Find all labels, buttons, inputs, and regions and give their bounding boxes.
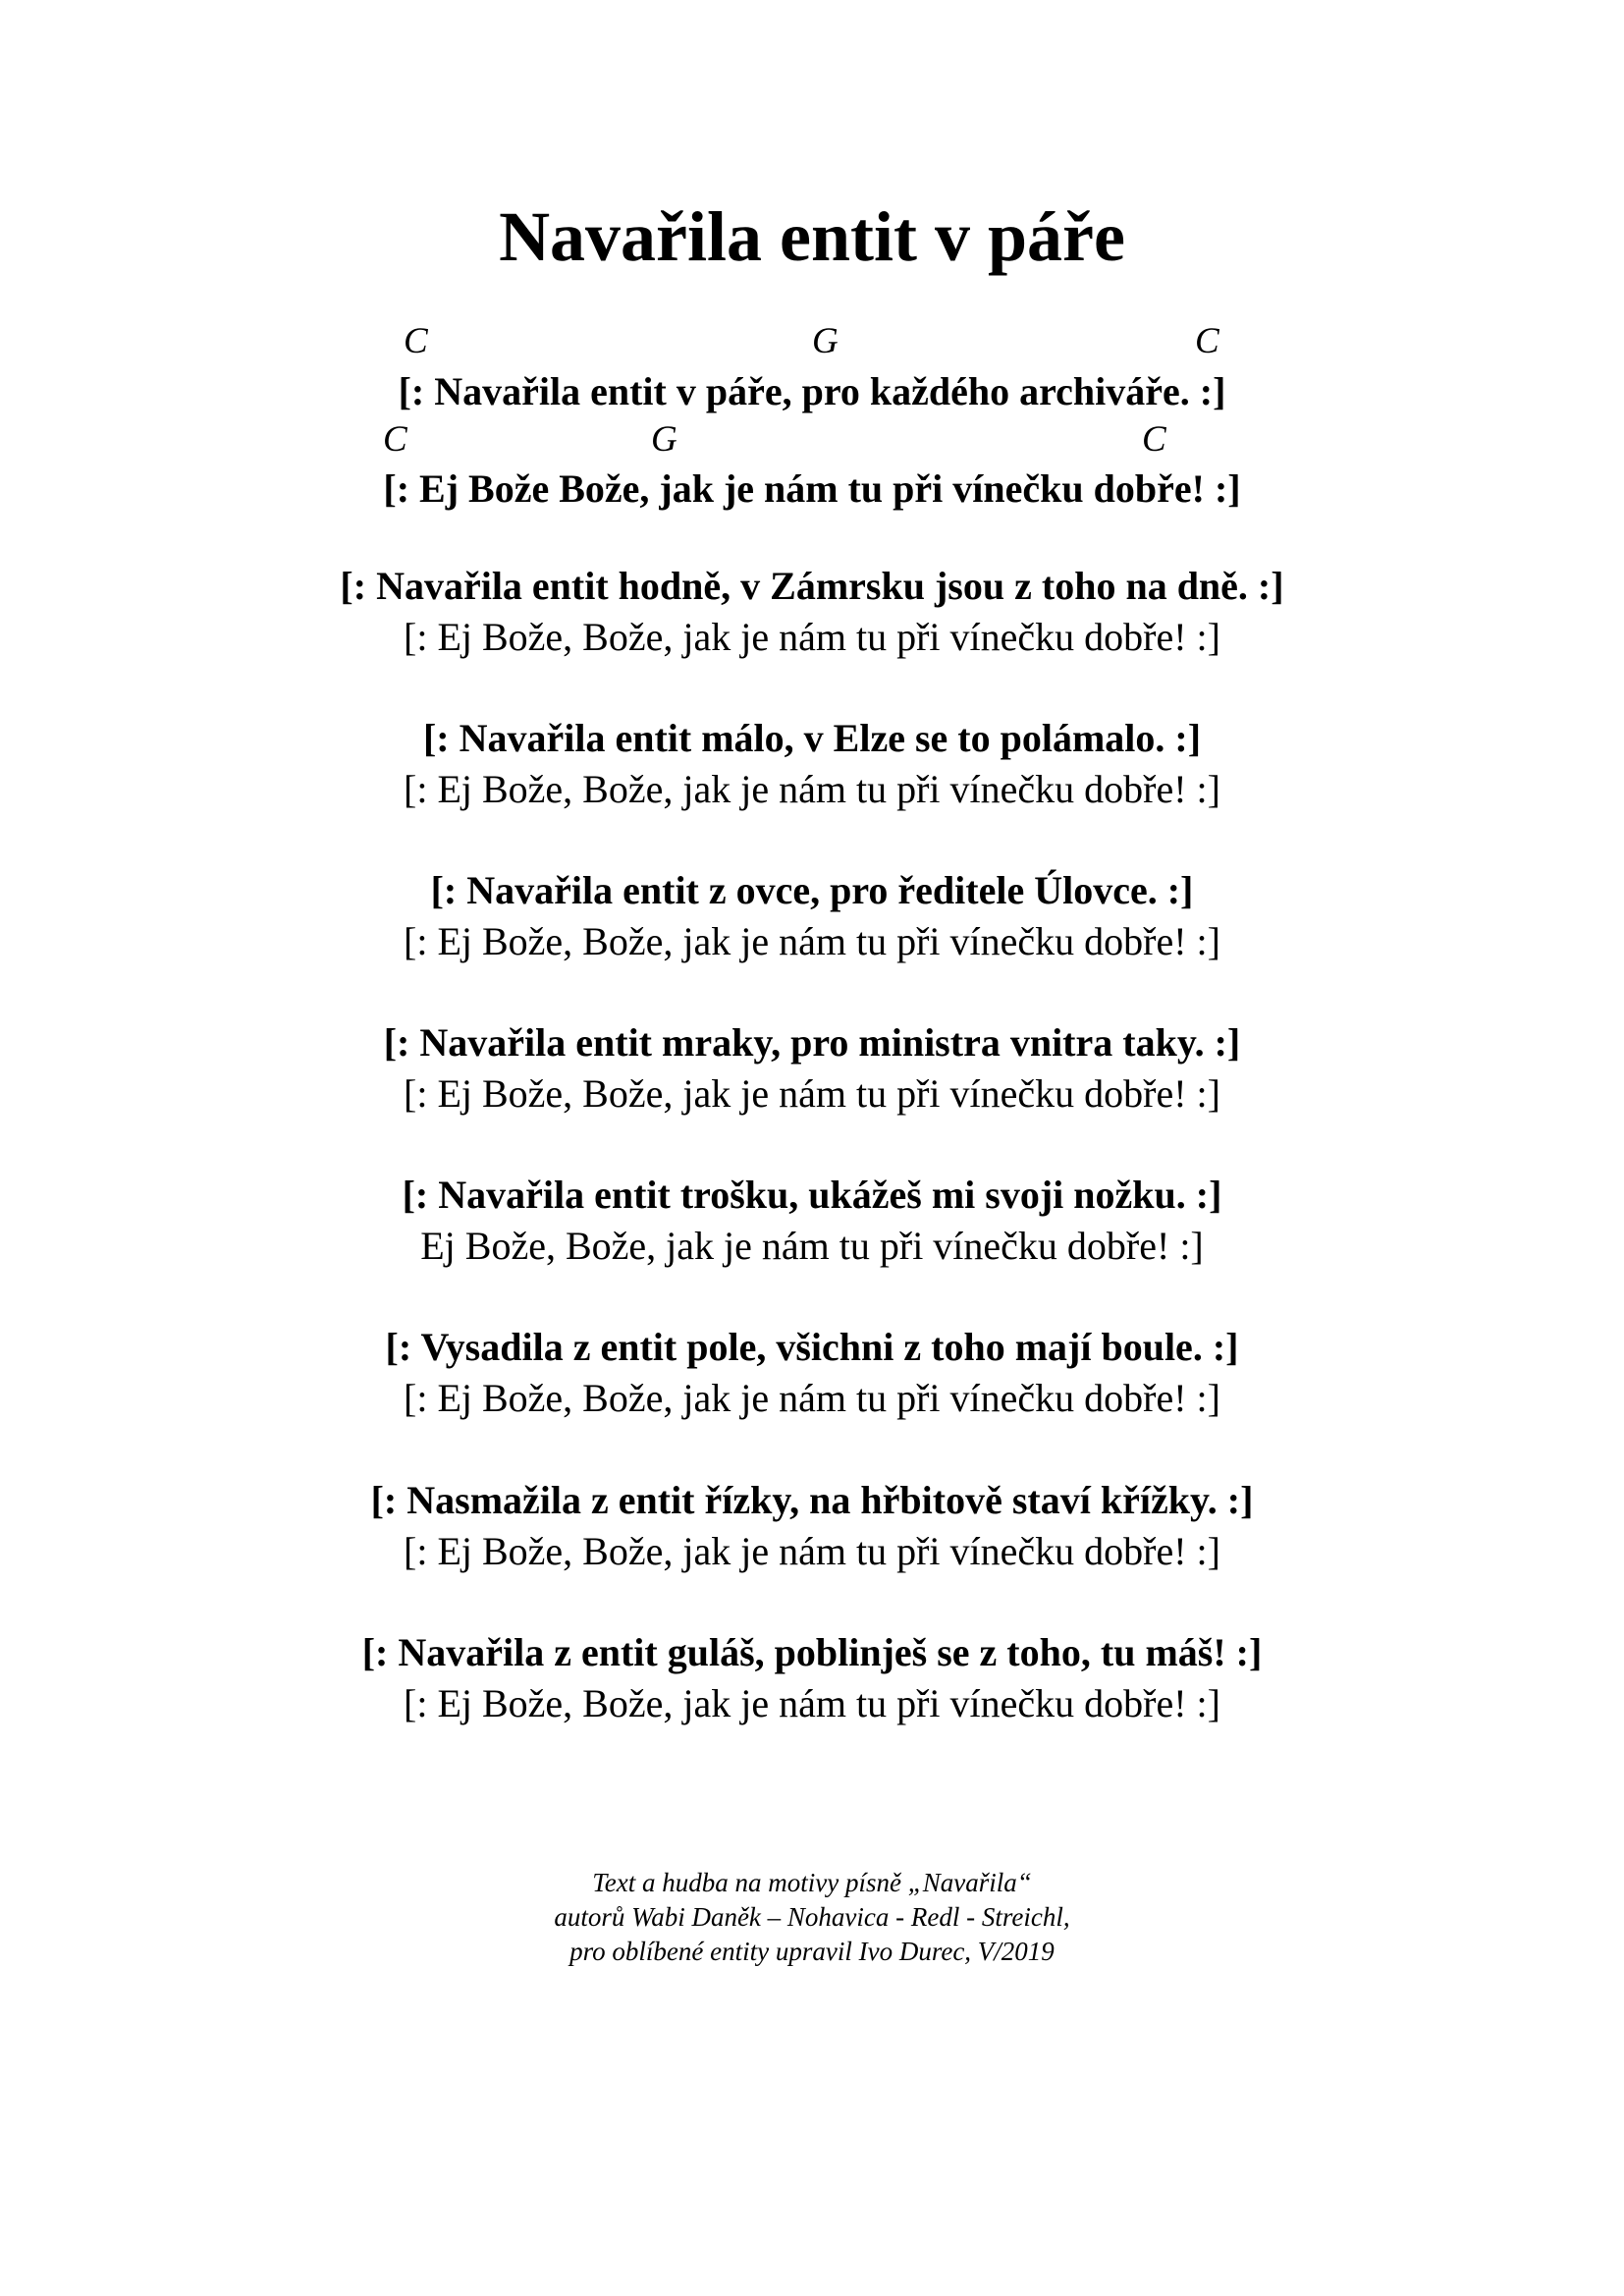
credits-line: autorů Wabi Daněk – Nohavica - Redl - Streichl, xyxy=(554,1902,1070,1932)
chord-label: C xyxy=(1142,419,1166,460)
chord-label: C xyxy=(1195,321,1219,361)
verse-line: [: Navařila entit mraky, pro ministra vnitra taky. :] xyxy=(383,1020,1241,1065)
refrain-line: [: Ej Bože, Bože, jak je nám tu při vínečku dobře! :] xyxy=(404,1071,1220,1116)
verse-line: [: Navařila entit málo, v Elze se to polámalo. :] xyxy=(422,716,1202,760)
chord-label: C xyxy=(404,321,428,361)
refrain-line: [: Ej Bože, Bože, jak je nám tu při vínečku dobře! :] xyxy=(404,1681,1220,1725)
refrain-line: [: Ej Bože, Bože, jak je nám tu při vínečku dobře! :] xyxy=(404,615,1220,659)
verse-line: [: Navařila z entit guláš, poblinješ se z toho, tu máš! :] xyxy=(361,1630,1263,1674)
song-title: Navařila entit v páře xyxy=(499,197,1125,276)
verse-line: [: Nasmažila z entit řízky, na hřbitově staví křížky. :] xyxy=(370,1478,1254,1522)
refrain-line: [: Ej Bože Bože, jak je nám tu při vínečku dobře! :] xyxy=(383,466,1241,511)
credits-line: pro oblíbené entity upravil Ivo Durec, V/2019 xyxy=(569,1937,1055,1966)
chord-label: C xyxy=(383,419,407,460)
refrain-line: [: Ej Bože, Bože, jak je nám tu při vínečku dobře! :] xyxy=(404,919,1220,963)
song-credits xyxy=(0,1866,1624,1969)
verse-line: [: Navařila entit trošku, ukážeš mi svoji nožku. :] xyxy=(402,1173,1222,1217)
chord-label: G xyxy=(812,321,839,361)
chord-label: G xyxy=(651,419,677,460)
refrain-line: [: Ej Bože, Bože, jak je nám tu při vínečku dobře! :] xyxy=(404,767,1220,811)
verse-line: [: Navařila entit hodně, v Zámrsku jsou z toho na dně. :] xyxy=(340,564,1284,608)
refrain-line: [: Ej Bože, Bože, jak je nám tu při vínečku dobře! :] xyxy=(404,1376,1220,1420)
credits-line: Text a hudba na motivy písně „Navařila“ xyxy=(592,1868,1032,1897)
verse-line: [: Navařila entit z ovce, pro ředitele Úlovce. :] xyxy=(430,868,1194,912)
refrain-line: [: Ej Bože, Bože, jak je nám tu při vínečku dobře! :] xyxy=(404,1529,1220,1573)
verse-line: [: Vysadila z entit pole, všichni z toho mají boule. :] xyxy=(385,1325,1239,1369)
refrain-line: Ej Bože, Bože, jak je nám tu při vínečku dobře! :] xyxy=(420,1224,1204,1268)
verse-line: [: Navařila entit v páře, pro každého archiváře. :] xyxy=(398,369,1226,413)
